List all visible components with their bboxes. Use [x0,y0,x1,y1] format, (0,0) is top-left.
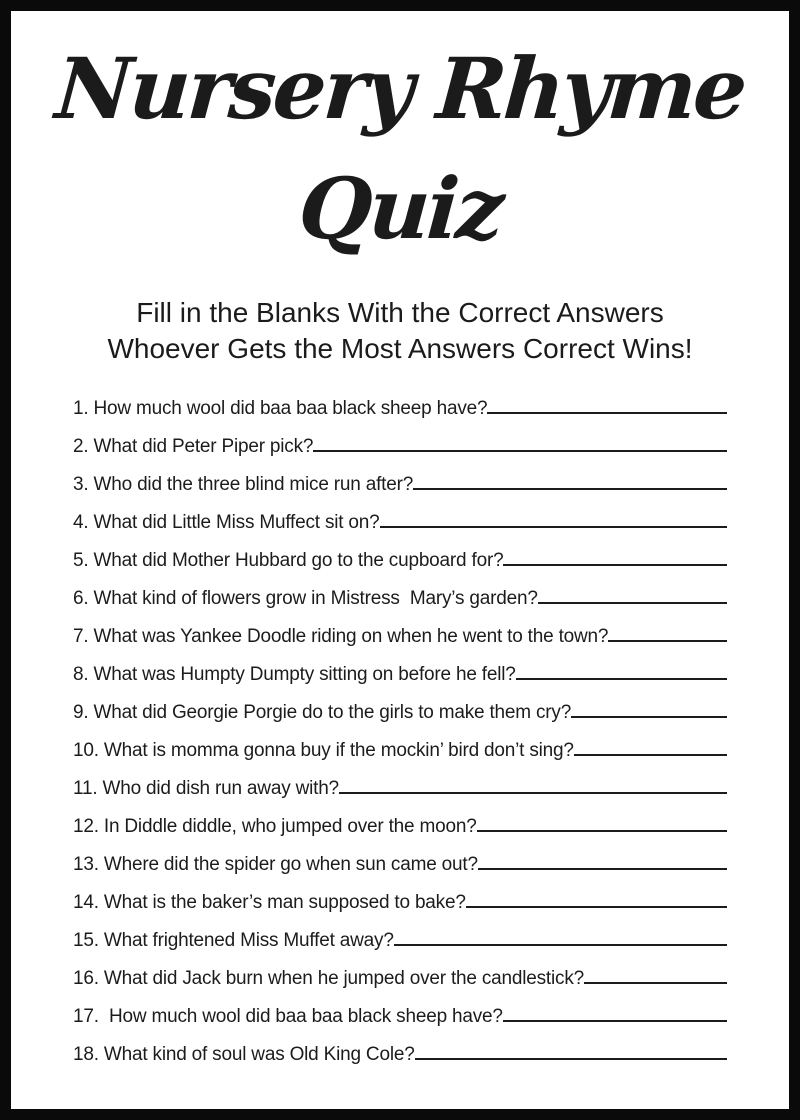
subtitle-line1: Fill in the Blanks With the Correct Answers [136,297,664,328]
quiz-title [11,29,789,269]
answer-blank-line [571,716,727,718]
answer-blank-line [503,564,727,566]
answer-blank-line [574,754,727,756]
answer-blank-line [503,1020,727,1022]
answer-blank-line [584,982,727,984]
question-label: 13. Where did the spider go when sun came out? [73,854,478,875]
question-label: 6. What kind of flowers grow in Mistress Mary’s garden? [73,588,538,609]
quiz-title-line2: Quiz [295,159,505,258]
question-label: 16. What did Jack burn when he jumped over the candlestick? [73,968,584,989]
answer-blank-line [466,906,727,908]
question-label: 12. In Diddle diddle, who jumped over the moon? [73,816,477,837]
question-label: 3. Who did the three blind mice run after? [73,474,414,495]
subtitle-line2: Whoever Gets the Most Answers Correct Wins! [107,333,693,364]
answer-blank-line [415,1058,727,1060]
answer-blank-line [380,526,727,528]
answer-blank-line [477,830,727,832]
answer-blank-line [478,868,727,870]
answer-blank-line [538,602,727,604]
question-row [73,397,727,435]
question-row [73,739,727,777]
question-row [73,511,727,549]
question-label: 5. What did Mother Hubbard go to the cupboard for? [73,550,504,571]
question-label: 11. Who did dish run away with? [73,778,339,799]
answer-blank-line [608,640,727,642]
question-row [73,967,727,1005]
question-row [73,701,727,739]
question-row [73,815,727,853]
question-row [73,549,727,587]
question-label: 7. What was Yankee Doodle riding on when he went to the town? [73,626,609,647]
question-label: 15. What frightened Miss Muffet away? [73,930,394,951]
question-row [73,1005,727,1043]
answer-blank-line [516,678,727,680]
question-row [73,853,727,891]
question-label: 1. How much wool did baa baa black sheep have? [73,398,488,419]
answer-blank-line [413,488,727,490]
question-row [73,777,727,815]
question-row [73,473,727,511]
question-label: 8. What was Humpty Dumpty sitting on before he fell? [73,664,516,685]
question-row [73,929,727,967]
question-label: 17. How much wool did baa baa black sheep have? [73,1006,503,1027]
question-row [73,663,727,701]
question-label: 18. What kind of soul was Old King Cole? [73,1044,415,1065]
answer-blank-line [394,944,727,946]
question-label: 14. What is the baker’s man supposed to bake? [73,892,466,913]
answer-blank-line [339,792,727,794]
questions-list [11,397,789,1081]
question-label: 10. What is momma gonna buy if the mockin’ bird don’t sing? [73,740,574,761]
question-row [73,587,727,625]
answer-blank-line [487,412,727,414]
answer-blank-line [313,450,727,452]
question-row [73,1043,727,1081]
question-label: 4. What did Little Miss Muffect sit on? [73,512,380,533]
question-label: 9. What did Georgie Porgie do to the girls to make them cry? [73,702,572,723]
quiz-title-line1: Nursery Rhyme [52,39,748,138]
question-row [73,891,727,929]
question-row [73,435,727,473]
quiz-subtitle [11,295,789,367]
question-row [73,625,727,663]
question-label: 2. What did Peter Piper pick? [73,436,314,457]
